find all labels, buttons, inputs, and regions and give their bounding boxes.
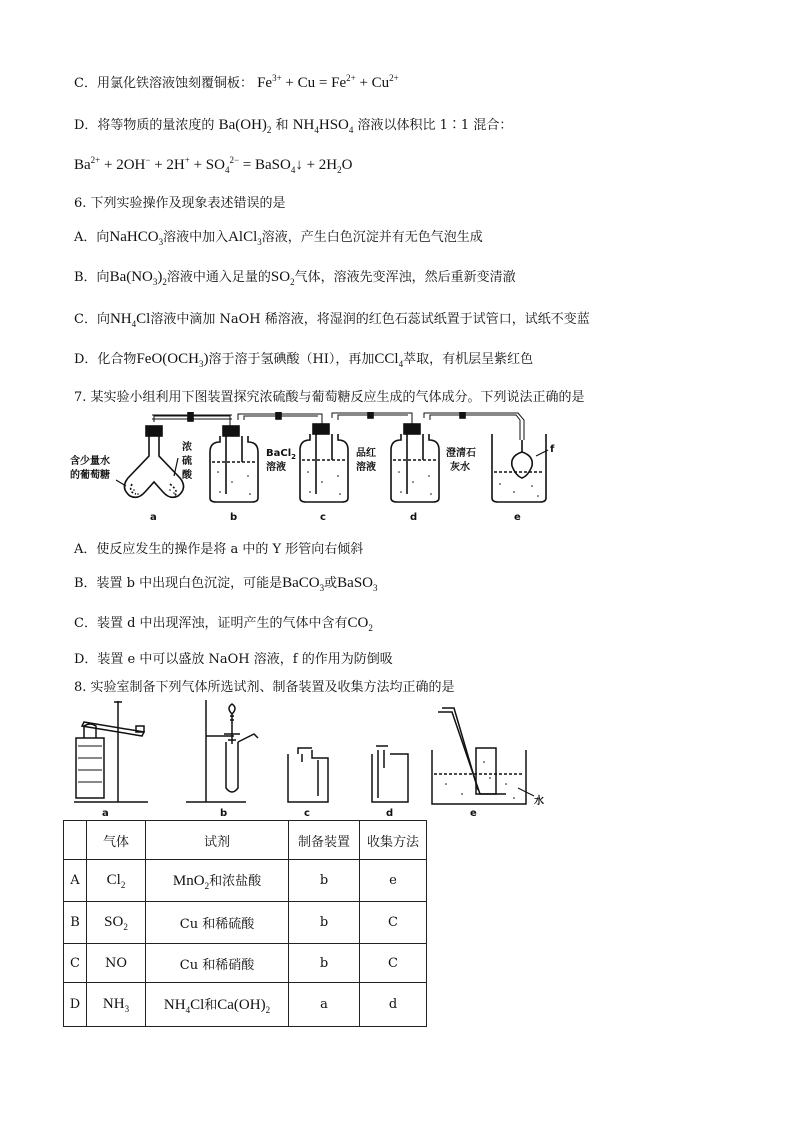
q6-d-tail: 萃取，有机层呈紫红色 <box>403 352 534 367</box>
q7-label-d: d <box>410 512 418 523</box>
table-header-cell: 制备装置 <box>289 821 360 860</box>
q5-option-c <box>74 72 399 92</box>
q7-stem: 7. 某实验小组利用下图装置探究浓硫酸与葡萄糖反应生成的气体成分。下列说法正确的是 <box>74 390 585 405</box>
q5-option-d-mid: 和 <box>275 118 289 133</box>
q7-option-b <box>74 572 378 593</box>
table-header-cell: 试剂 <box>146 821 289 860</box>
q7-label-c: c <box>320 512 326 523</box>
q7-option-c <box>74 612 373 633</box>
q6-ba-no3: $Ba(NO_3)_2$ <box>109 269 167 287</box>
q6-c-pre: C．向 <box>74 312 110 327</box>
table-cell-gas: $Cl_2$ <box>87 860 146 902</box>
q6-b-mid: 溶液中通入足量的 <box>166 270 271 285</box>
table-cell-reagent: Cu 和稀硫酸 <box>146 902 289 944</box>
table-cell-option: C <box>64 944 87 983</box>
table-cell-option: A <box>64 860 87 902</box>
q7-option-a: A．使反应发生的操作是将 a 中的 Y 形管向右倾斜 <box>74 542 364 557</box>
q6-so2: $SO_2$ <box>270 269 295 287</box>
table-cell-gas: NO <box>87 944 146 983</box>
q7-baso3: BaSO$_3$ <box>337 575 378 593</box>
q7-label-lime2: 灰水 <box>450 462 470 473</box>
q6-stem: 6. 下列实验操作及现象表述错误的是 <box>74 196 286 211</box>
q7-c-pre: C．装置 d 中出现浑浊，证明产生的气体中含有 <box>74 616 348 631</box>
table-row <box>64 902 427 944</box>
q8-stem: 8. 实验室制备下列气体所选试剂、制备装置及收集方法均正确的是 <box>74 680 455 695</box>
table-cell-device: b <box>289 944 360 983</box>
table-cell-option: B <box>64 902 87 944</box>
q6-option-c <box>74 308 590 329</box>
q6-ccl4: CCl$_4$ <box>374 351 404 369</box>
table-cell-reagent: $NH_4Cl$和$Ca(OH)_2$ <box>146 983 289 1027</box>
q7-option-d: D．装置 e 中可以盛放 NaOH 溶液，f 的作用为防倒吸 <box>74 652 393 667</box>
table-cell-gas: $NH_3$ <box>87 983 146 1027</box>
q7-b-mid: 或 <box>324 576 338 591</box>
table-header-cell: 收集方法 <box>360 821 427 860</box>
table-header-cell <box>64 821 87 860</box>
q8-label-e: e <box>470 808 477 818</box>
q7-label-pinhong2: 溶液 <box>356 462 376 473</box>
q7-label-lime1: 澄清石 <box>446 448 476 459</box>
q8-label-water: 水 <box>534 796 544 807</box>
table-header-cell: 气体 <box>87 821 146 860</box>
table-cell-device: a <box>289 983 360 1027</box>
q6-option-b <box>74 266 516 287</box>
q7-b-pre: B．装置 b 中出现白色沉淀，可能是 <box>74 576 283 591</box>
q6-b-tail: 气体，溶液先变浑浊，然后重新变清澈 <box>294 270 516 285</box>
q5-option-d-tail: 溶液以体积比 1∶1 混合： <box>357 118 513 133</box>
q7-label-acid1: 浓 <box>182 442 192 453</box>
q7-apparatus-figure <box>70 412 560 524</box>
q7-label-glucose: 含少量水 <box>70 456 110 467</box>
q8-label-b: b <box>220 808 228 818</box>
q7-label-acid2: 硫 <box>182 456 192 467</box>
q5-nh4hso4: $NH_4HSO_4$ <box>292 117 354 135</box>
table-cell-collect: C <box>360 944 427 983</box>
q5-option-d-equation: $Ba^{2+} + 2OH^- + 2H^+ + SO_4^{2-}$ = BaSO$_4$↓ + $2H_2O$ <box>74 155 353 175</box>
q6-a-tail: 溶液，产生白色沉淀并有无色气泡生成 <box>261 230 483 245</box>
q6-option-d <box>74 348 533 369</box>
table-cell-device: b <box>289 860 360 902</box>
table-cell-device: b <box>289 902 360 944</box>
q6-c-tail: 溶液中滴加 NaOH 稀溶液，将湿润的红色石蕊试纸置于试管口，试纸不变蓝 <box>150 312 590 327</box>
q7-baco3: BaCO$_3$ <box>282 575 325 593</box>
q5-option-d <box>74 114 512 135</box>
table-row <box>64 860 427 902</box>
table-cell-reagent: MnO$_2$和浓盐酸 <box>146 860 289 902</box>
q7-label-glucose2: 的葡萄糖 <box>70 470 110 481</box>
q8-apparatus-figure <box>66 698 546 818</box>
q7-label-f: f <box>550 444 555 455</box>
q6-a-pre: A．向 <box>74 230 110 245</box>
q7-label-b: b <box>230 512 238 523</box>
reagent-mid: 和 <box>204 998 218 1013</box>
table-cell-reagent: Cu 和稀硝酸 <box>146 944 289 983</box>
q8-label-d: d <box>386 808 394 818</box>
q6-nahco3: NaHCO$_3$ <box>109 229 164 247</box>
q6-nh4cl: $NH_4Cl$ <box>109 311 151 329</box>
q6-option-a <box>74 226 483 247</box>
q7-co2: $CO_2$ <box>347 615 373 633</box>
q6-d-mid: 溶于溶于氢碘酸（HI），再加 <box>208 352 375 367</box>
reagent-tail: 和浓盐酸 <box>209 874 262 889</box>
table-header-row <box>64 821 427 860</box>
q7-label-acid3: 酸 <box>182 470 192 481</box>
table-row <box>64 983 427 1027</box>
table-cell-collect: d <box>360 983 427 1027</box>
q7-label-bacl2: BaCl$_2$ <box>266 448 297 461</box>
q6-a-mid: 溶液中加入 <box>163 230 229 245</box>
q6-alcl3: AlCl$_3$ <box>228 229 262 247</box>
q8-label-c: c <box>304 808 310 818</box>
table-cell-option: D <box>64 983 87 1027</box>
q7-label-pinhong1: 品红 <box>356 448 376 459</box>
q8-options-table <box>63 820 427 1027</box>
q7-label-a: a <box>150 512 157 523</box>
table-row <box>64 944 427 983</box>
q5-option-d-text: D．将等物质的量浓度的 <box>74 118 215 133</box>
q5-option-c-text: C．用氯化铁溶液蚀刻覆铜板： <box>74 76 253 91</box>
q8-label-a: a <box>102 808 109 818</box>
q5-ba-oh2: $Ba(OH)_2$ <box>218 117 272 135</box>
table-cell-collect: C <box>360 902 427 944</box>
q6-feo-och3: $FeO(OCH_3)$ <box>136 351 209 369</box>
q7-label-e: e <box>514 512 521 523</box>
q6-b-pre: B．向 <box>74 270 110 285</box>
q5-option-c-equation: $Fe^{3+} + Cu = Fe^{2+} + Cu^{2+}$ <box>257 73 399 91</box>
q6-d-pre: D．化合物 <box>74 352 137 367</box>
q7-label-bacl2-solution: 溶液 <box>266 462 286 473</box>
table-cell-collect: e <box>360 860 427 902</box>
table-cell-gas: $SO_2$ <box>87 902 146 944</box>
